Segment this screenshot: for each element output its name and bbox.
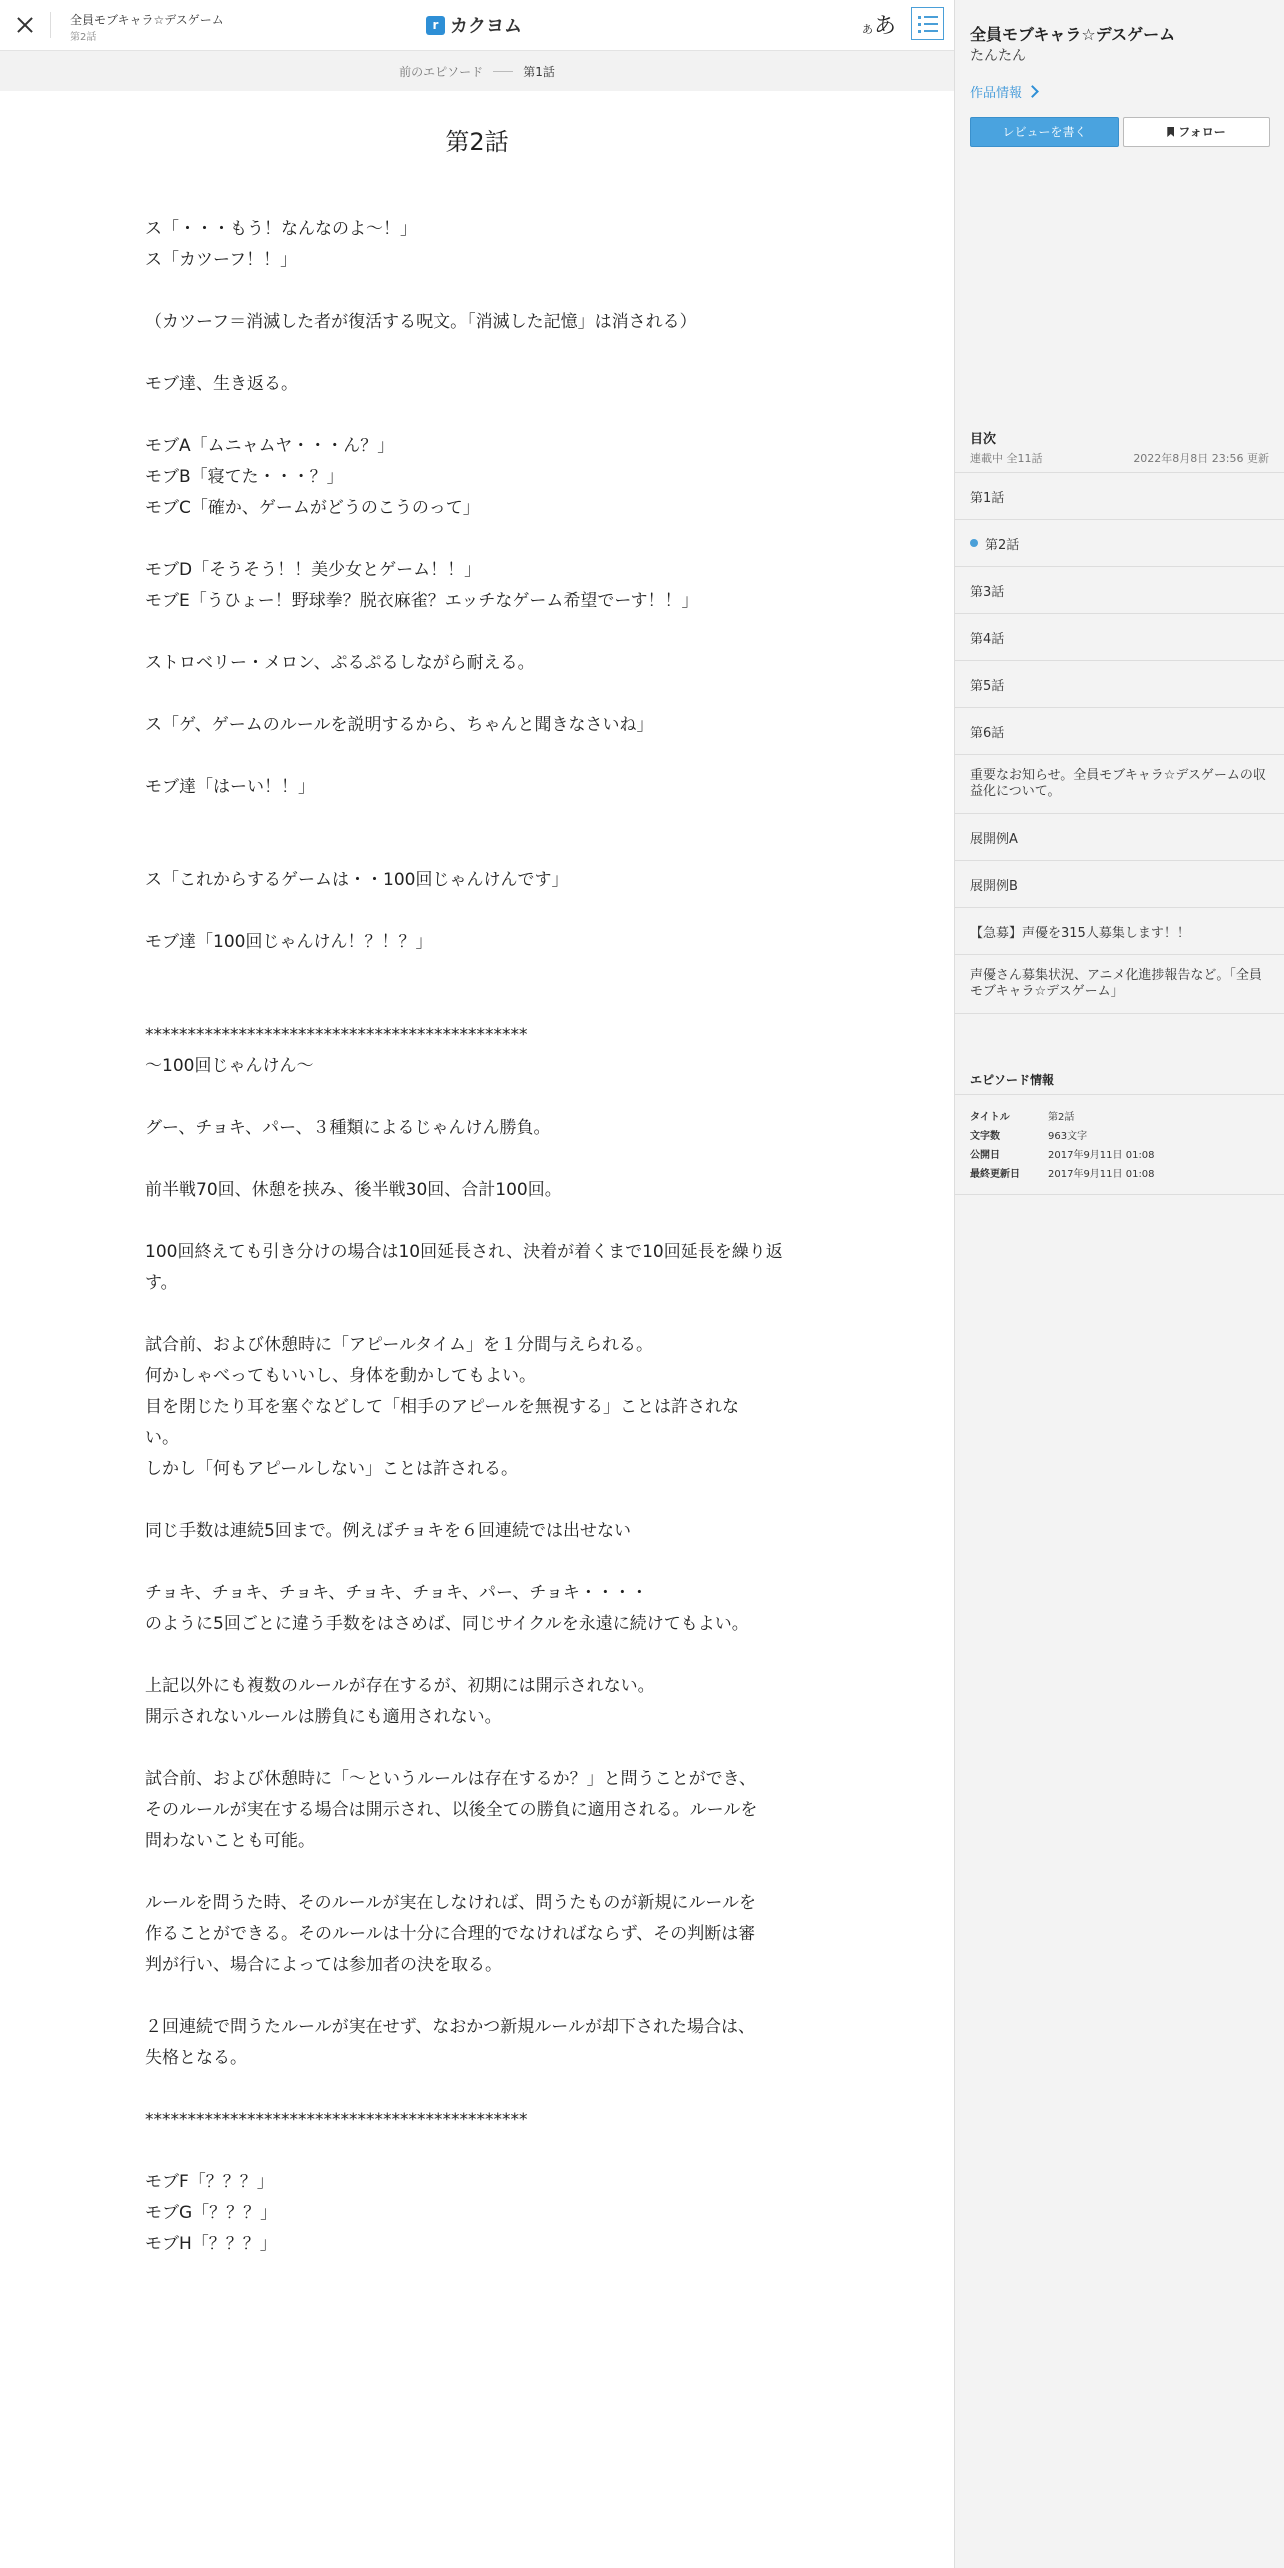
body-line: ス「ゲ、ゲームのルールを説明するから、ちゃんと聞きなさいね」 bbox=[145, 715, 654, 735]
body-line: のように5回ごとに違う手数をはさめば、同じサイクルを永遠に続けてもよい。 bbox=[145, 1614, 749, 1634]
toc-icon-bullet bbox=[918, 23, 921, 26]
body-line: ********************************************* bbox=[145, 2110, 528, 2130]
toc-item[interactable] bbox=[955, 520, 1284, 567]
episode-info-key: 文字数 bbox=[970, 1131, 1000, 1142]
logo-text: カクヨム bbox=[450, 16, 522, 37]
blank-line bbox=[145, 338, 815, 369]
blank-line bbox=[145, 617, 815, 648]
toc-item-label: 重要なお知らせ。全員モブキャラ☆デスゲームの収益化について。 bbox=[970, 768, 1266, 799]
toc-item[interactable] bbox=[955, 473, 1284, 520]
toc-item-label: 第4話 bbox=[970, 631, 1005, 647]
body-line: モブG「？？？」 bbox=[145, 2203, 278, 2223]
blank-line bbox=[145, 1640, 815, 1671]
sidebar-work-title[interactable]: 全員モブキャラ☆デスゲーム bbox=[970, 25, 1176, 44]
body-line: 失格となる。 bbox=[145, 2048, 247, 2068]
toc-icon-bullet bbox=[918, 16, 921, 19]
toc-icon-bullet bbox=[918, 30, 921, 33]
body-line: 何かしゃべってもいいし、身体を動かしてもよい。 bbox=[145, 1366, 536, 1386]
episode-info-value: 第2話 bbox=[1048, 1112, 1075, 1123]
toc-item[interactable] bbox=[955, 861, 1284, 908]
body-line: 問わないことも可能。 bbox=[145, 1831, 315, 1851]
body-line: しかし「何もアピールしない」ことは許される。 bbox=[145, 1459, 518, 1479]
toc-item-label: 第5話 bbox=[970, 678, 1005, 694]
body-line: モブC「確か、ゲームがどうのこうのって」 bbox=[145, 498, 480, 518]
body-line: モブD「そうそう！！美少女とゲーム！！」 bbox=[145, 560, 482, 580]
body-line: 判が行い、場合によっては参加者の決を取る。 bbox=[145, 1955, 502, 1975]
toc-item-label: 第1話 bbox=[970, 490, 1005, 506]
follow-button-label: フォロー bbox=[1178, 125, 1226, 139]
body-line: グー、チョキ、パー、３種類によるじゃんけん勝負。 bbox=[145, 1118, 551, 1138]
toc-item-label: 第2話 bbox=[985, 537, 1020, 553]
toc-item[interactable] bbox=[955, 661, 1284, 708]
episode-info-row bbox=[970, 1106, 1155, 1125]
close-icon[interactable] bbox=[12, 12, 38, 38]
toc-icon-line bbox=[924, 30, 938, 32]
episode-info-key: タイトル bbox=[970, 1112, 1010, 1123]
sidebar bbox=[954, 0, 1284, 2568]
toc-item-label: 展開例A bbox=[970, 831, 1018, 847]
chevron-right-icon bbox=[1026, 85, 1039, 98]
body-line: （カツーフ＝消滅した者が復活する呪文。「消滅した記憶」は消される） bbox=[145, 312, 697, 332]
body-line: 目を閉じたり耳を塞ぐなどして「相手のアピールを無視する」ことは許されな bbox=[145, 1397, 739, 1417]
episode-info-row bbox=[970, 1125, 1155, 1144]
previous-episode-bar bbox=[0, 51, 954, 91]
write-review-button[interactable]: レビューを書く bbox=[970, 117, 1119, 147]
episode-info-row bbox=[970, 1163, 1155, 1182]
blank-line bbox=[145, 1206, 815, 1237]
episode-title: 第2話 bbox=[445, 128, 509, 156]
body-line: そのルールが実在する場合は開示され、以後全ての勝負に適用される。ルールを bbox=[145, 1800, 758, 1820]
toc-item[interactable] bbox=[955, 755, 1284, 814]
work-info-label: 作品情報 bbox=[970, 86, 1023, 101]
blank-line bbox=[145, 1082, 815, 1113]
blank-line bbox=[145, 1547, 815, 1578]
episode-info-divider bbox=[955, 1094, 1284, 1095]
blank-line bbox=[145, 679, 815, 710]
episode-info-divider bbox=[955, 1194, 1284, 1195]
body-line: モブA「ムニャムヤ・・・ん？」 bbox=[145, 436, 395, 456]
blank-line bbox=[145, 524, 815, 555]
header-episode-label: 第2話 bbox=[70, 32, 97, 43]
kakuyomu-logo[interactable] bbox=[426, 13, 522, 37]
header-work-title[interactable]: 全員モブキャラ☆デスゲーム bbox=[70, 13, 224, 27]
episode-info-value: 2017年9月11日 01:08 bbox=[1048, 1169, 1155, 1180]
body-line: モブH「？？？」 bbox=[145, 2234, 277, 2254]
previous-episode-title[interactable]: 第1話 bbox=[523, 64, 555, 79]
font-size-large-glyph: あ bbox=[874, 14, 897, 39]
body-line: モブ達「100回じゃんけん！？！？」 bbox=[145, 932, 433, 952]
blank-line bbox=[145, 834, 815, 865]
toc-item[interactable] bbox=[955, 567, 1284, 614]
body-line: ルールを問うた時、そのルールが実在しなければ、問うたものが新規にルールを bbox=[145, 1893, 756, 1913]
body-line: モブF「？？？」 bbox=[145, 2172, 274, 2192]
toc-icon-line bbox=[924, 16, 938, 18]
body-line: モブB「寝てた・・・？」 bbox=[145, 467, 344, 487]
episode-info-key: 最終更新日 bbox=[970, 1169, 1020, 1180]
episode-info-table bbox=[970, 1106, 1155, 1182]
episode-header bbox=[0, 0, 954, 51]
font-size-small-glyph: あ bbox=[862, 23, 873, 36]
episode-info-value: 963文字 bbox=[1048, 1131, 1088, 1142]
episode-info-key: 公開日 bbox=[970, 1150, 1000, 1161]
current-episode-dot-icon bbox=[970, 539, 978, 547]
toc-list bbox=[955, 472, 1284, 1014]
body-line: ス「カツーフ！！」 bbox=[145, 250, 298, 270]
toc-list-icon[interactable] bbox=[911, 7, 944, 40]
toc-item-label: 声優さん募集状況、アニメ化進捗報告など。「全員モブキャラ☆デスゲーム」 bbox=[970, 968, 1262, 999]
blank-line bbox=[145, 896, 815, 927]
font-size-button[interactable] bbox=[862, 10, 896, 40]
blank-line bbox=[145, 2136, 815, 2167]
blank-line bbox=[145, 958, 815, 989]
previous-episode-separator bbox=[493, 71, 513, 72]
body-line: 試合前、および休憩時に「アピールタイム」を１分間与えられる。 bbox=[145, 1335, 653, 1355]
toc-item[interactable] bbox=[955, 814, 1284, 861]
toc-item-label: 展開例B bbox=[970, 878, 1018, 894]
logo-mark-icon: r bbox=[426, 16, 445, 35]
body-line: 作ることができる。そのルールは十分に合理的でなければならず、その判断は審 bbox=[145, 1924, 756, 1944]
toc-updated: 2022年8月8日 23:56 更新 bbox=[1133, 452, 1269, 465]
toc-item-label: 第3話 bbox=[970, 584, 1005, 600]
body-line: モブE「うひょー！野球拳？脱衣麻雀？エッチなゲーム希望でーす！！」 bbox=[145, 591, 699, 611]
body-line: 試合前、および休憩時に「～というルールは存在するか？」と問うことができ、 bbox=[145, 1769, 756, 1789]
body-line: す。 bbox=[145, 1273, 178, 1293]
episode-info-row bbox=[970, 1144, 1155, 1163]
blank-line bbox=[145, 1299, 815, 1330]
body-line: 100回終えても引き分けの場合は10回延長され、決着が着くまで10回延長を繰り返 bbox=[145, 1242, 783, 1262]
toc-item-label: 【急募】声優を315人募集します！！ bbox=[970, 925, 1190, 941]
blank-line bbox=[145, 400, 815, 431]
blank-line bbox=[145, 276, 815, 307]
body-line: ２回連続で問うたルールが実在せず、なおかつ新規ルールが却下された場合は、 bbox=[145, 2017, 755, 2037]
blank-line bbox=[145, 1485, 815, 1516]
body-line: 上記以外にも複数のルールが存在するが、初期には開示されない。 bbox=[145, 1676, 655, 1696]
body-line: 前半戦70回、休憩を挟み、後半戦30回、合計100回。 bbox=[145, 1180, 562, 1200]
blank-line bbox=[145, 1857, 815, 1888]
episode-body bbox=[145, 214, 815, 2260]
episode-info-value: 2017年9月11日 01:08 bbox=[1048, 1150, 1155, 1161]
blank-line bbox=[145, 1981, 815, 2012]
episode-info-heading: エピソード情報 bbox=[970, 1073, 1055, 1087]
bookmark-plus-icon bbox=[1167, 127, 1174, 137]
blank-line bbox=[145, 1144, 815, 1175]
body-line: ストロベリー・メロン、ぷるぷるしながら耐える。 bbox=[145, 653, 535, 673]
body-line: い。 bbox=[145, 1428, 179, 1448]
toc-heading: 目次 bbox=[970, 432, 997, 447]
body-line: ～100回じゃんけん～ bbox=[145, 1056, 314, 1076]
toc-icon-line bbox=[924, 23, 938, 25]
toc-status: 連載中 全11話 bbox=[970, 452, 1043, 465]
blank-line bbox=[145, 741, 815, 772]
blank-line bbox=[145, 803, 815, 834]
body-line: 開示されないルールは勝負にも適用されない。 bbox=[145, 1707, 502, 1727]
body-line: 同じ手数は連続5回まで。例えばチョキを６回連続では出せない bbox=[145, 1521, 631, 1541]
body-line: モブ達、生き返る。 bbox=[145, 374, 298, 394]
body-line: ********************************************* bbox=[145, 1025, 528, 1045]
toc-item[interactable] bbox=[955, 955, 1284, 1014]
blank-line bbox=[145, 2074, 815, 2105]
toc-item[interactable] bbox=[955, 708, 1284, 755]
blank-line bbox=[145, 989, 815, 1020]
previous-episode-link[interactable]: 前のエピソード bbox=[399, 64, 484, 79]
sidebar-author[interactable]: たんたん bbox=[970, 48, 1026, 64]
blank-line bbox=[145, 1733, 815, 1764]
toc-item-label: 第6話 bbox=[970, 725, 1005, 741]
body-line: ス「これからするゲームは・・100回じゃんけんです」 bbox=[145, 870, 569, 890]
body-line: チョキ、チョキ、チョキ、チョキ、チョキ、パー、チョキ・・・・ bbox=[145, 1583, 648, 1603]
body-line: モブ達「はーい！！」 bbox=[145, 777, 315, 797]
body-line: ス「・・・もう！なんなのよ～！」 bbox=[145, 219, 417, 239]
header-divider bbox=[50, 12, 51, 38]
toc-item[interactable] bbox=[955, 614, 1284, 661]
toc-item[interactable] bbox=[955, 908, 1284, 955]
work-info-link[interactable] bbox=[970, 82, 1037, 101]
follow-button[interactable] bbox=[1123, 117, 1270, 147]
